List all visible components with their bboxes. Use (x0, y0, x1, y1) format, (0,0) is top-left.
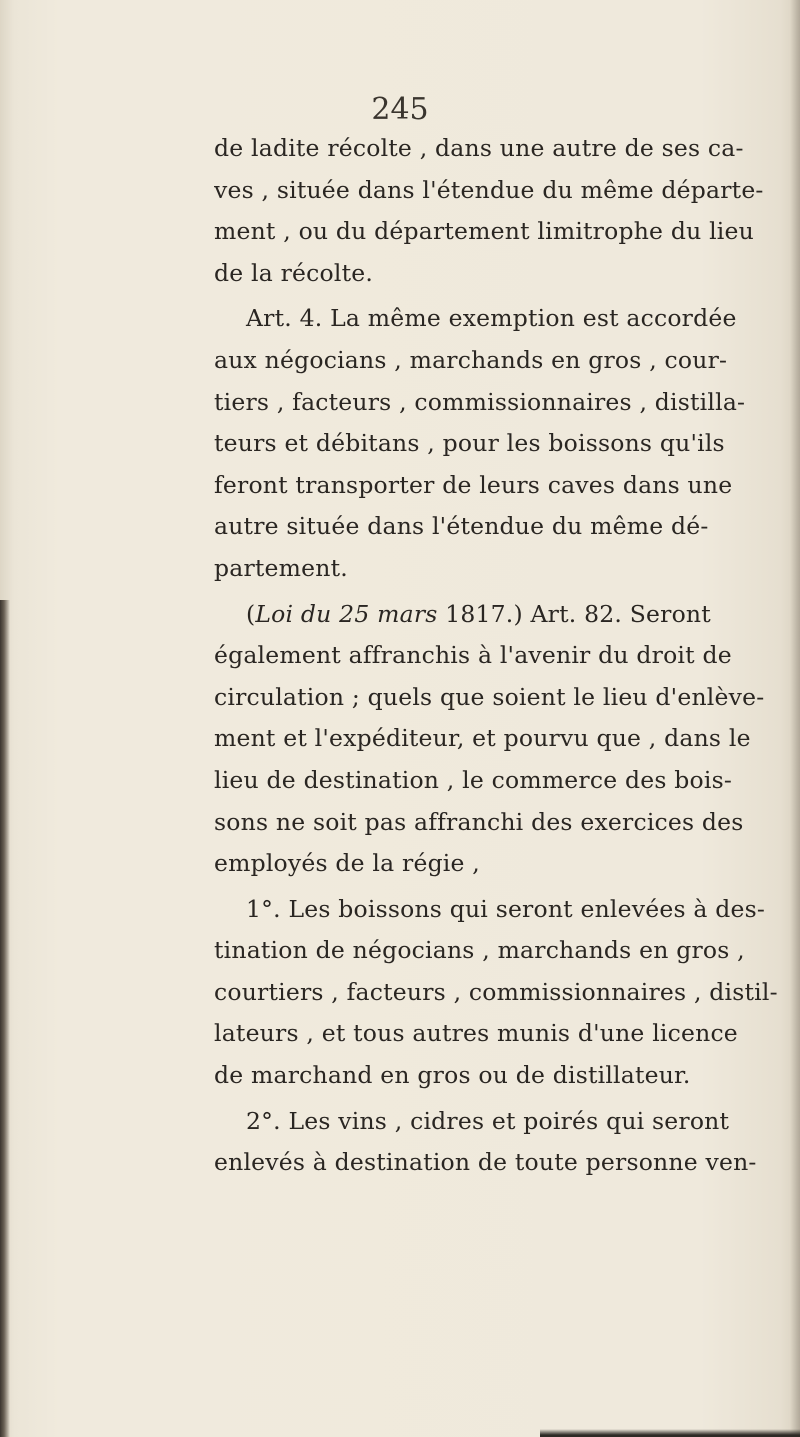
text-line: ment , ou du département limitrophe du lieu (214, 217, 754, 246)
text-line: de la récolte. (214, 258, 374, 287)
text-line: également affranchis à l'avenir du droit de (214, 641, 732, 670)
text-line: enlevés à destination de toute personne ven- (214, 1148, 757, 1177)
citation-law-reference: Loi du 25 mars (255, 599, 438, 628)
citation-open-paren: ( (246, 599, 256, 628)
text-line: autre située dans l'étendue du même dé- (214, 512, 709, 541)
article-4-heading-line: Art. 4. La même exemption est accordée (246, 304, 737, 333)
item-1-line: 1°. Les boissons qui seront enlevées à des- (246, 894, 766, 923)
text-line: courtiers , facteurs , commissionnaires , distil- (214, 977, 778, 1006)
text-line: tiers , facteurs , commissionnaires , distilla- (214, 387, 746, 416)
text-line: feront transporter de leurs caves dans une (214, 470, 733, 499)
text-line: partement. (214, 553, 348, 582)
text-line: ves , située dans l'étendue du même départe- (214, 175, 764, 204)
text-line: de ladite récolte , dans une autre de ses ca- (214, 134, 744, 162)
text-line: ment et l'expéditeur, et pourvu que , dans le (214, 724, 751, 753)
text-line: teurs et débitans , pour les boissons qu'ils (214, 429, 725, 458)
text-line: employés de la régie , (214, 849, 480, 878)
text-line: de marchand en gros ou de distillateur. (214, 1061, 691, 1090)
text-line: lieu de destination , le commerce des bois- (214, 765, 732, 794)
text-line: lateurs , et tous autres munis d'une licence (214, 1019, 738, 1048)
text-line: aux négocians , marchands en gros , cour- (214, 345, 728, 374)
text-line: tination de négocians , marchands en gros , (214, 936, 745, 965)
text-line: sons ne soit pas affranchi des exercices des (214, 807, 744, 836)
page-left-edge-shadow (0, 600, 10, 1437)
body-text (214, 128, 800, 1184)
citation-rest: 1817.) Art. 82. Seront (437, 599, 711, 628)
page-bottom-edge-shadow (540, 1429, 800, 1437)
page-number: 245 (371, 92, 429, 127)
citation-line (214, 594, 800, 636)
item-2-line: 2°. Les vins , cidres et poirés qui seront (246, 1106, 730, 1135)
text-line: circulation ; quels que soient le lieu d'enlève- (214, 682, 765, 711)
